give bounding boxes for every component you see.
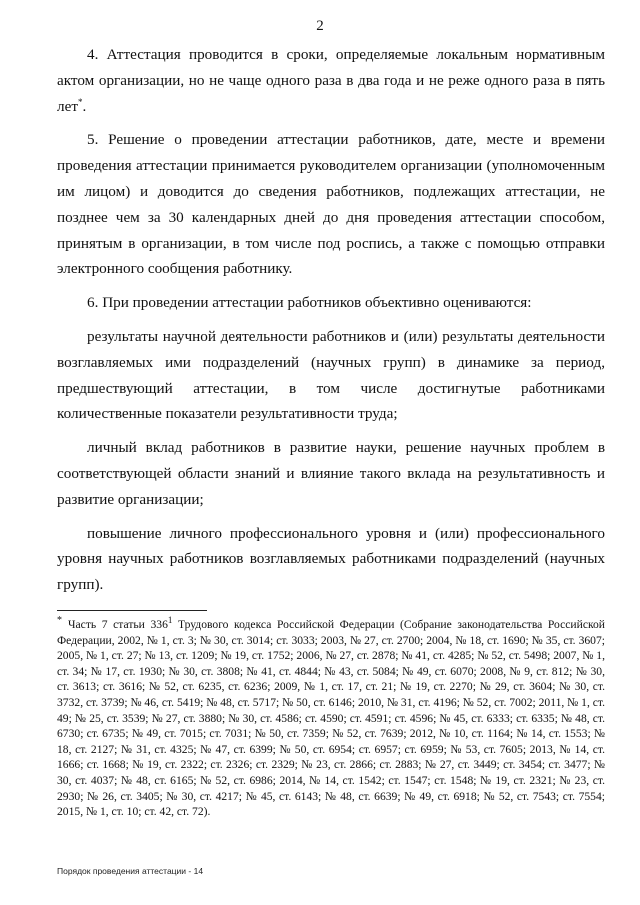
page-number: 2 [316, 18, 324, 34]
paragraph-4-end: . [82, 97, 87, 115]
page-footer: Порядок проведения аттестации - 14 [57, 866, 204, 876]
footnote-mark: * [57, 615, 62, 627]
document-body [57, 42, 605, 606]
paragraph-5: 5. Решение о проведении аттестации работников, дате, месте и времени проведения аттестации принимается руководителем организации (уполномоченным им лицом) и доводится до сведения работников, подлежащих аттестации, не позднее чем за 30 календарных дней до дня проведения аттестации способом, принятым в организации, в том числе под роспись, а также с помощью отправки электронного сообщения работнику. [57, 131, 605, 278]
footnote-superscript: 1 [167, 615, 173, 626]
paragraph-4-text: 4. Аттестация проводится в сроки, определяемые локальным нормативным актом организации, но не чаще одного раза в два года и не реже одного раза в пять лет [57, 46, 605, 115]
paragraph-6-item-contribution: личный вклад работников в развитие науки, решение научных проблем в соответствующей области знаний и влияние такого вклада на результативность и развитие организации; [57, 439, 605, 508]
footnote-text: Трудового кодекса Российской Федерации (Собрание законодательства Российской Федерации, 2002, № 1, ст. 3; № 30, ст. 3014; ст. 3033; 2003, № 27, ст. 2700; 2004, № 18, ст. 1690; № 35, ст. 3607; 2005, № 1, ст. 27; № 13, ст. 1209; № 19, ст. 1752; 2006, № 27, ст. 2878; № 41, ст. 4285; № 52, ст. 5498; 2007, № 1, ст. 34; № 17, ст. 1930; № 30, ст. 3808; № 41, ст. 4844; № 43, ст. 5084; № 49, ст. 6070; 2008, № 9, ст. 812; № 30, ст. 3613; ст. 3616; № 52, ст. 6235, ст. 6236; 2009, № 1, ст. 17, ст. 21; № 19, ст. 2270; № 29, ст. 3604; № 30, ст. 3732, ст. 3739; № 46, ст. 5419; № 48, ст. 5717; № 50, ст. 6146; 2010, № 31, ст. 4196; № 52, ст. 7002; 2011, № 1, ст. 49; № 25, ст. 3539; № 27, ст. 3880; № 30, ст. 4586; ст. 4590; ст. 4591; ст. 4596; № 45, ст. 6333; ст. 6335; № 48, ст. 6730; ст. 6735; № 49, ст. 7015; ст. 7031; № 50, ст. 7359; № 52, ст. 7639; 2012, № 10, ст. 1164; № 14, ст. 1553; № 18, ст. 2127; № 31, ст. 4325; № 47, ст. 6399; № 50, ст. 6954; ст. 6957; ст. 6959; № 53, ст. 7605; 2013, № 14, ст. 1666; ст. 1668; № 19, ст. 2322; ст. 2326; ст. 2329; № 23, ст. 2866; ст. 2883; № 27, ст. 3449; ст. 3454; ст. 3477; № 30, ст. 4037; № 48, ст. 6165; № 52, ст. 6986; 2014, № 14, ст. 1542; ст. 1547; ст. 1548; № 19, ст. 2321; № 23, ст. 2930; № 26, ст. 3405; № 30, ст. 4217; № 45, ст. 6143; № 48, ст. 6639; № 49, ст. 6918; № 52, ст. 7543; ст. 7554; 2015, № 1, ст. 10; ст. 42, ст. 72). [57, 618, 606, 819]
paragraph-6: 6. При проведении аттестации работников объективно оцениваются: [87, 294, 532, 312]
footnote-text-before: Часть 7 статьи 336 [68, 618, 168, 631]
footnote-reference-mark[interactable]: * [77, 96, 83, 107]
footnote [57, 617, 605, 820]
footnote-divider [57, 610, 207, 611]
paragraph-6-item-qualification: повышение личного профессионального уровня и (или) профессионального уровня научных работников возглавляемых работниками подразделений (научных групп). [57, 524, 605, 594]
paragraph-6-item-results: результаты научной деятельности работников и (или) результаты деятельности возглавляемых ими подразделений (научных групп) в динамике за период, предшествующий аттестации, в том числе достигнутые работниками количественные показатели результативности труда; [57, 327, 605, 423]
paragraph-4 [57, 42, 605, 119]
